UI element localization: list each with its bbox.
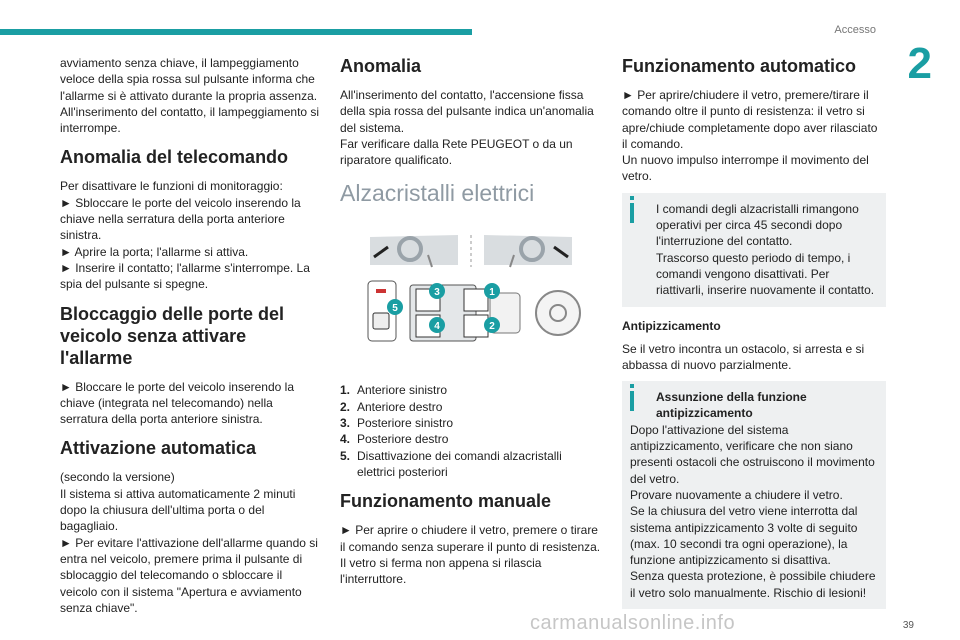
heading-remote-anomaly: Anomalia del telecomando	[60, 147, 289, 168]
callout-1	[484, 283, 500, 299]
list-item: 3. Posteriore sinistro	[340, 416, 454, 431]
svg-text:4: 4	[434, 321, 440, 333]
callout-4	[429, 317, 445, 333]
remote-anomaly-text: Per disattivare le funzioni di monitoraggio: ► Sbloccare le porte del veicolo inserendo la chiave nella serratura della porta anteriore sinistra. ► Aprire la porta; l'allarme si attiva. ► Inserire il contatto; l'allarme s'interrompe. La spia del pulsante si spegne.	[60, 179, 310, 292]
left-door-view	[370, 235, 458, 267]
lock-no-alarm-text: ► Bloccare le porte del veicolo inserendo la chiave (integrata nel telecomando) nella serratura della porta anteriore sinistra.	[60, 379, 295, 427]
heading-manual-operation: Funzionamento manuale	[340, 491, 552, 512]
section-title: Accesso	[834, 24, 876, 36]
header-accent-bar	[0, 29, 472, 35]
heading-auto-activation: Attivazione automatica	[60, 438, 257, 459]
antipinch-text: Se il vetro incontra un ostacolo, si arresta e si abbassa di nuovo parzialmente.	[622, 341, 865, 372]
watermark: carmanualsonline.info	[530, 612, 736, 634]
automatic-operation-text: ► Per aprire/chiudere il vetro, premere/tirare il comando oltre il punto di resistenza: il vetro si apre/chiude completamente dopo aver rilasciato il comando. Un nuovo impulso interrompe il movimento del vetro.	[622, 88, 878, 184]
heading-automatic-operation: Funzionamento automatico	[622, 56, 856, 76]
svg-text:5: 5	[392, 303, 398, 315]
svg-text:2: 2	[489, 321, 495, 333]
svg-text:3: 3	[434, 287, 440, 299]
callout-3	[429, 283, 445, 299]
chapter-number: 2	[907, 39, 932, 88]
power-window-illustration	[340, 217, 602, 367]
heading-antipinch: Antipizzicamento	[622, 318, 721, 333]
info-icon	[630, 391, 634, 411]
info-note-antipinch: Assunzione della funzione antipizzicamento Dopo l'attivazione del sistema antipizzicamento, verificare che non siano presenti ostacoli che ostruiscono il movimento del vetro. Provare nuovamente a chiudere il vetro. Se la chiusura del vetro viene interrotta dal sistema antipizzicamento 3 volte di seguito (max. 10 secondi tra ogni operazione), la funzione antipizzicamento si disattiva. Senza questa protezione, è possibile chiudere il vetro solo manualmente. Rischio di lesioni!	[622, 381, 886, 609]
list-item: 1. Anteriore sinistro	[340, 383, 448, 398]
info-note-timeout: I comandi degli alzacristalli rimangono operativi per circa 45 secondi dopo l'interruzione del contatto. Trascorso questo periodo di tempo, i comandi vengono disattivati. Per riattivarli, inserire nuovamente il contatto.	[622, 193, 886, 307]
manual-operation-text: ► Per aprire o chiudere il vetro, premere o tirare il comando senza superare il punto di resistenza. Il vetro si ferma non appena si rilascia l'interruttore.	[340, 523, 601, 587]
callout-2	[484, 317, 500, 333]
auto-activation-text: (secondo la versione) Il sistema si attiva automaticamente 2 minuti dopo la chiusura dell'ultima porta o del bagagliaio. ► Per evitare l'attivazione dell'allarme quando si entra nel veicolo, premere prima il pulsante di sblocaggio del telecomando o sbloccare il veicolo con il sistema "Apertura e avviamento senza chiave".	[60, 470, 318, 615]
list-item: 4. Posteriore destro	[340, 432, 449, 447]
info-icon	[630, 203, 634, 223]
heading-power-windows: Alzacristalli elettrici	[340, 180, 535, 207]
legend-list	[340, 382, 602, 480]
svg-text:1: 1	[489, 287, 495, 299]
anomaly-text: All'inserimento del contatto, l'accensione fissa della spia rossa del pulsante indica un'anomalia del sistema. Far verificare dalla Rete PEUGEOT o da un riparatore qualificato.	[340, 88, 594, 168]
heading-lock-no-alarm: Bloccaggio delle porte del veicolo senza attivare l'allarme	[60, 303, 285, 368]
column-1	[60, 55, 322, 624]
page-number: 39	[902, 620, 914, 631]
list-item: 2. Anteriore destro	[340, 399, 443, 414]
column-2	[340, 55, 602, 595]
callout-5	[387, 299, 403, 315]
heading-anomaly: Anomalia	[340, 56, 422, 76]
list-item: 5. Disattivazione dei comandi alzacristalli elettrici posteriori	[340, 448, 562, 479]
column-3	[622, 55, 886, 621]
alarm-intro-text: avviamento senza chiave, il lampeggiamento veloce della spia rossa sul pulsante informa che l'allarme si è attivato durante la propria assenza. All'inserimento del contatto, il lampeggiamento si interrompe.	[60, 56, 320, 136]
right-door-view	[484, 235, 572, 267]
